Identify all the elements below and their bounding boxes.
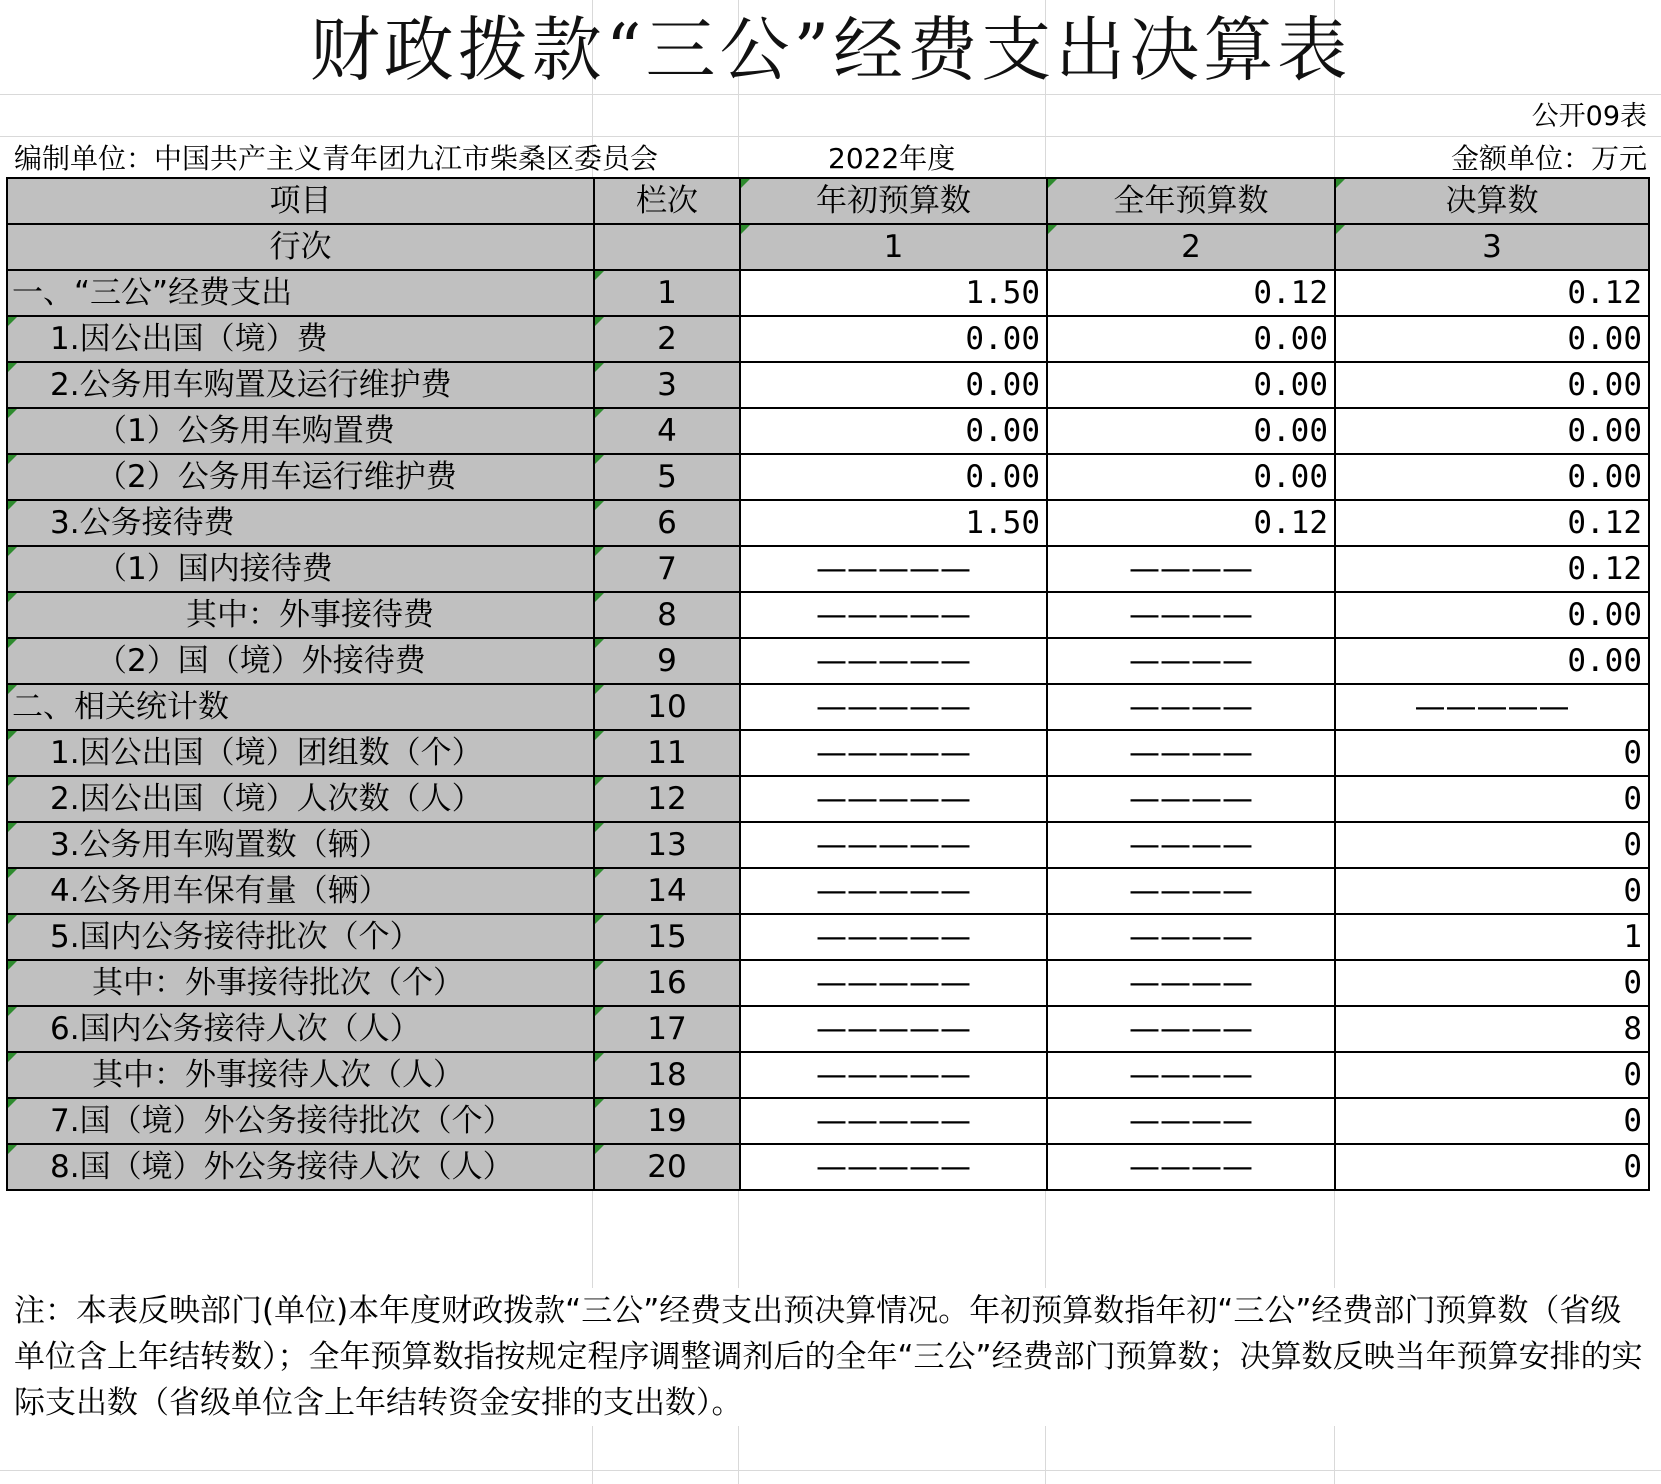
value-cell-3-text: 0.00	[1567, 367, 1642, 403]
header-col2-no[interactable]	[1047, 224, 1335, 270]
value-cell-2[interactable]	[1047, 362, 1335, 408]
item-cell[interactable]	[7, 1144, 594, 1190]
value-cell-1[interactable]	[740, 454, 1047, 500]
line-number-cell-text: 15	[647, 919, 687, 955]
value-cell-1-text: —————	[816, 597, 971, 633]
item-cell-text: 2.公务用车购置及运行维护费	[50, 367, 452, 403]
line-number-cell[interactable]	[594, 500, 740, 546]
value-cell-2[interactable]	[1047, 270, 1335, 316]
value-cell-1-text: —————	[816, 919, 971, 955]
value-cell-3[interactable]	[1335, 868, 1649, 914]
value-cell-2[interactable]	[1047, 592, 1335, 638]
item-cell[interactable]	[7, 500, 594, 546]
value-cell-2-text: ————	[1129, 1103, 1253, 1139]
value-cell-2-text: ————	[1129, 781, 1253, 817]
value-cell-2-text: ————	[1129, 965, 1253, 1001]
cell-marker-icon	[1048, 179, 1057, 188]
table-row	[7, 822, 1649, 868]
cell-marker-icon	[595, 547, 604, 556]
value-cell-1[interactable]	[740, 1006, 1047, 1052]
cell-marker-icon	[1048, 225, 1057, 234]
cell-marker-icon	[595, 869, 604, 878]
value-cell-3-text: 0	[1623, 735, 1642, 771]
value-cell-3[interactable]	[1335, 500, 1649, 546]
table-row	[7, 546, 1649, 592]
cell-marker-icon	[595, 271, 604, 280]
value-cell-1-text: 1.50	[965, 275, 1040, 311]
value-cell-1-text: 0.00	[965, 459, 1040, 495]
value-cell-2[interactable]	[1047, 960, 1335, 1006]
value-cell-2-text: ————	[1129, 597, 1253, 633]
page-title: 财政拨款“三公”经费支出决算表	[309, 9, 1352, 91]
value-cell-2-text: ————	[1129, 643, 1253, 679]
cell-marker-icon	[8, 363, 17, 372]
cell-marker-icon	[8, 961, 17, 970]
value-cell-3[interactable]	[1335, 1144, 1649, 1190]
value-cell-1[interactable]	[740, 408, 1047, 454]
line-number-cell-text: 16	[647, 965, 687, 1001]
line-number-cell-text: 1	[657, 275, 677, 311]
cell-marker-icon	[8, 501, 17, 510]
item-cell-text: 2.因公出国（境）人次数（人）	[50, 781, 483, 817]
cell-marker-icon	[595, 639, 604, 648]
cell-marker-icon	[8, 869, 17, 878]
line-number-cell-text: 5	[657, 459, 677, 495]
cell-marker-icon	[8, 317, 17, 326]
table-row	[7, 684, 1649, 730]
item-cell-text: （2）国（境）外接待费	[96, 643, 426, 679]
table-row	[7, 454, 1649, 500]
line-number-cell[interactable]	[594, 868, 740, 914]
cell-marker-icon	[8, 777, 17, 786]
item-cell[interactable]	[7, 270, 594, 316]
cell-marker-icon	[595, 363, 604, 372]
table-row	[7, 316, 1649, 362]
value-cell-1-text: —————	[816, 735, 971, 771]
value-cell-1[interactable]	[740, 592, 1047, 638]
value-cell-2[interactable]	[1047, 1052, 1335, 1098]
value-cell-2-text: ————	[1129, 1057, 1253, 1093]
table-row	[7, 730, 1649, 776]
value-cell-1-text: 0.00	[965, 321, 1040, 357]
value-cell-3-text: 1	[1623, 919, 1642, 955]
line-number-cell[interactable]	[594, 270, 740, 316]
value-cell-3-text: 0.00	[1567, 597, 1642, 633]
item-cell[interactable]	[7, 546, 594, 592]
cell-marker-icon	[8, 823, 17, 832]
value-cell-3[interactable]	[1335, 822, 1649, 868]
value-cell-3[interactable]	[1335, 408, 1649, 454]
line-number-cell-text: 12	[647, 781, 687, 817]
item-cell[interactable]	[7, 362, 594, 408]
line-number-cell-text: 2	[657, 321, 677, 357]
cell-marker-icon	[595, 1007, 604, 1016]
value-cell-3-text: —————	[1414, 689, 1570, 725]
value-cell-2[interactable]	[1047, 454, 1335, 500]
value-cell-2-text: ————	[1129, 551, 1253, 587]
preparing-unit: 编制单位：中国共产主义青年团九江市柴桑区委员会	[14, 142, 659, 175]
item-cell-text: 7.国（境）外公务接待批次（个）	[50, 1103, 514, 1139]
header-col2[interactable]	[1047, 178, 1335, 224]
table-row	[7, 1144, 1649, 1190]
value-cell-1[interactable]	[740, 270, 1047, 316]
table-row	[7, 270, 1649, 316]
line-number-cell-text: 18	[647, 1057, 687, 1093]
item-cell-text: 1.因公出国（境）团组数（个）	[50, 735, 483, 771]
line-number-cell-text: 6	[657, 505, 677, 541]
cell-marker-icon	[595, 961, 604, 970]
value-cell-2[interactable]	[1047, 776, 1335, 822]
footnote: 注：本表反映部门(单位)本年度财政拨款“三公”经费支出预决算情况。年初预算数指年初“三公”经费部门预算数（省级单位含上年结转数）；全年预算数指按规定程序调整调剂后的全年“三公”经费部门预算数；决算数反映当年预算安排的实际支出数（省级单位含上年结转资金安排的支出数）。	[14, 1288, 1644, 1426]
value-cell-2-text: 0.00	[1253, 321, 1328, 357]
value-cell-1[interactable]	[740, 362, 1047, 408]
value-cell-3[interactable]	[1335, 270, 1649, 316]
cell-marker-icon	[8, 1007, 17, 1016]
cell-marker-icon	[595, 455, 604, 464]
value-cell-2-text: ————	[1129, 689, 1253, 725]
item-cell[interactable]	[7, 316, 594, 362]
cell-marker-icon	[8, 593, 17, 602]
value-cell-2-text: 0.12	[1253, 275, 1328, 311]
line-number-cell[interactable]	[594, 454, 740, 500]
table-row	[7, 776, 1649, 822]
header-col2-no-label: 2	[1181, 229, 1201, 265]
cell-marker-icon	[595, 823, 604, 832]
table-row	[7, 868, 1649, 914]
value-cell-1[interactable]	[740, 1052, 1047, 1098]
value-cell-1-text: —————	[816, 1057, 971, 1093]
value-cell-3-text: 0.12	[1567, 505, 1642, 541]
value-cell-3[interactable]	[1335, 546, 1649, 592]
value-cell-2[interactable]	[1047, 868, 1335, 914]
fiscal-year: 2022年度	[828, 142, 956, 175]
value-cell-3[interactable]	[1335, 316, 1649, 362]
value-cell-3-text: 0	[1623, 1149, 1642, 1185]
value-cell-1-text: 1.50	[965, 505, 1040, 541]
value-cell-1[interactable]	[740, 500, 1047, 546]
value-cell-3-text: 8	[1623, 1011, 1642, 1047]
value-cell-3-text: 0	[1623, 873, 1642, 909]
line-number-cell[interactable]	[594, 822, 740, 868]
value-cell-3[interactable]	[1335, 914, 1649, 960]
header-col1[interactable]	[740, 178, 1047, 224]
value-cell-1-text: —————	[816, 873, 971, 909]
item-cell[interactable]	[7, 822, 594, 868]
header-col1-label: 年初预算数	[816, 183, 971, 219]
value-cell-2[interactable]	[1047, 500, 1335, 546]
value-cell-2[interactable]	[1047, 822, 1335, 868]
value-cell-1-text: —————	[816, 689, 971, 725]
cell-marker-icon	[1336, 179, 1345, 188]
value-cell-3-text: 0.00	[1567, 643, 1642, 679]
cell-marker-icon	[8, 1053, 17, 1062]
cell-marker-icon	[595, 685, 604, 694]
value-cell-3-text: 0	[1623, 781, 1642, 817]
table-row	[7, 914, 1649, 960]
item-cell-text: 其中：外事接待费	[186, 597, 434, 633]
item-cell-text: 一、“三公”经费支出	[12, 275, 293, 311]
line-number-cell[interactable]	[594, 730, 740, 776]
cell-marker-icon	[595, 1053, 604, 1062]
item-cell-text: （1）国内接待费	[96, 551, 333, 587]
header-col3-no-label: 3	[1482, 229, 1502, 265]
line-number-cell[interactable]	[594, 1006, 740, 1052]
value-cell-1[interactable]	[740, 684, 1047, 730]
cell-marker-icon	[595, 501, 604, 510]
value-cell-3-text: 0	[1623, 1057, 1642, 1093]
line-number-cell-text: 11	[647, 735, 687, 771]
item-cell-text: 8.国（境）外公务接待人次（人）	[50, 1149, 514, 1185]
value-cell-2-text: ————	[1129, 873, 1253, 909]
cell-marker-icon	[8, 639, 17, 648]
value-cell-2-text: ————	[1129, 735, 1253, 771]
value-cell-1-text: —————	[816, 781, 971, 817]
line-number-cell-text: 10	[647, 689, 687, 725]
value-cell-2-text: 0.00	[1253, 459, 1328, 495]
cell-marker-icon	[8, 455, 17, 464]
value-cell-3-text: 0.00	[1567, 459, 1642, 495]
header-line-no[interactable]: 栏次	[594, 178, 740, 224]
value-cell-3[interactable]	[1335, 1006, 1649, 1052]
value-cell-2-text: 0.00	[1253, 367, 1328, 403]
line-number-cell[interactable]	[594, 960, 740, 1006]
item-cell-text: 其中：外事接待批次（个）	[92, 965, 464, 1001]
table-row	[7, 592, 1649, 638]
line-number-cell-text: 3	[657, 367, 677, 403]
item-cell-text: 4.公务用车保有量（辆）	[50, 873, 390, 909]
value-cell-3-text: 0.00	[1567, 413, 1642, 449]
header-row	[7, 178, 1649, 224]
item-cell-text: （2）公务用车运行维护费	[96, 459, 457, 495]
table-row	[7, 408, 1649, 454]
line-number-cell-text: 8	[657, 597, 677, 633]
value-cell-1-text: —————	[816, 1011, 971, 1047]
line-number-cell-text: 9	[657, 643, 677, 679]
item-cell[interactable]	[7, 1052, 594, 1098]
value-cell-2[interactable]	[1047, 546, 1335, 592]
table-row	[7, 1006, 1649, 1052]
item-cell-text: 5.国内公务接待批次（个）	[50, 919, 421, 955]
header-col3-no[interactable]	[1335, 224, 1649, 270]
value-cell-1-text: —————	[816, 965, 971, 1001]
item-cell[interactable]	[7, 914, 594, 960]
table-row	[7, 1052, 1649, 1098]
table-row	[7, 960, 1649, 1006]
value-cell-1[interactable]	[740, 638, 1047, 684]
table-row	[7, 362, 1649, 408]
value-cell-3[interactable]	[1335, 592, 1649, 638]
value-cell-2-text: ————	[1129, 919, 1253, 955]
value-cell-1[interactable]	[740, 868, 1047, 914]
item-cell[interactable]	[7, 684, 594, 730]
line-number-cell-text: 13	[647, 827, 687, 863]
value-cell-3-text: 0	[1623, 965, 1642, 1001]
line-number-cell-text: 7	[657, 551, 677, 587]
cell-marker-icon	[1336, 225, 1345, 234]
value-cell-2-text: ————	[1129, 1011, 1253, 1047]
value-cell-2[interactable]	[1047, 684, 1335, 730]
item-cell[interactable]	[7, 638, 594, 684]
table-row	[7, 638, 1649, 684]
header-col3-label: 决算数	[1445, 183, 1539, 219]
line-number-cell[interactable]	[594, 1144, 740, 1190]
item-cell[interactable]	[7, 454, 594, 500]
header-row-label[interactable]: 行次	[7, 224, 594, 270]
cell-marker-icon	[741, 225, 750, 234]
value-cell-2[interactable]	[1047, 1098, 1335, 1144]
header-col3[interactable]	[1335, 178, 1649, 224]
value-cell-2[interactable]	[1047, 1144, 1335, 1190]
value-cell-1-text: —————	[816, 827, 971, 863]
value-cell-1[interactable]	[740, 776, 1047, 822]
value-cell-1[interactable]	[740, 316, 1047, 362]
value-cell-2[interactable]	[1047, 408, 1335, 454]
line-number-cell[interactable]	[594, 1052, 740, 1098]
value-cell-3[interactable]	[1335, 776, 1649, 822]
value-cell-1-text: —————	[816, 1149, 971, 1185]
table-row	[7, 500, 1649, 546]
value-cell-1-text: 0.00	[965, 413, 1040, 449]
value-cell-2-text: 0.12	[1253, 505, 1328, 541]
value-cell-2-text: ————	[1129, 1149, 1253, 1185]
cell-marker-icon	[595, 915, 604, 924]
value-cell-3[interactable]	[1335, 362, 1649, 408]
value-cell-3-text: 0.00	[1567, 321, 1642, 357]
form-number: 公开09表	[1531, 101, 1647, 132]
cell-marker-icon	[595, 317, 604, 326]
line-number-cell[interactable]	[594, 684, 740, 730]
line-number-cell-text: 14	[647, 873, 687, 909]
header-col1-no-label: 1	[883, 229, 904, 265]
value-cell-2-text: 0.00	[1253, 413, 1328, 449]
item-cell-text: 1.因公出国（境）费	[50, 321, 328, 357]
expenditure-table	[6, 177, 1650, 1191]
line-number-cell-text: 19	[647, 1103, 687, 1139]
value-cell-1[interactable]	[740, 730, 1047, 776]
value-cell-2[interactable]	[1047, 730, 1335, 776]
cell-marker-icon	[741, 179, 750, 188]
cell-marker-icon	[595, 409, 604, 418]
line-number-cell[interactable]	[594, 776, 740, 822]
item-cell[interactable]	[7, 960, 594, 1006]
line-number-cell[interactable]	[594, 362, 740, 408]
item-cell-text: 其中：外事接待人次（人）	[92, 1057, 464, 1093]
value-cell-1[interactable]	[740, 960, 1047, 1006]
value-cell-1-text: —————	[816, 1103, 971, 1139]
value-cell-3[interactable]	[1335, 638, 1649, 684]
header-row-numbers	[7, 224, 1649, 270]
gridline	[0, 94, 1661, 95]
cell-marker-icon	[8, 731, 17, 740]
table-row	[7, 1098, 1649, 1144]
value-cell-3-text: 0.12	[1567, 275, 1642, 311]
item-cell-text: （1）公务用车购置费	[96, 413, 395, 449]
line-number-cell[interactable]	[594, 638, 740, 684]
item-cell[interactable]	[7, 592, 594, 638]
value-cell-1[interactable]	[740, 1144, 1047, 1190]
header-empty[interactable]	[594, 224, 740, 270]
cell-marker-icon	[8, 409, 17, 418]
gridline	[0, 136, 1661, 137]
value-cell-2-text: ————	[1129, 827, 1253, 863]
line-number-cell[interactable]	[594, 546, 740, 592]
value-cell-2[interactable]	[1047, 1006, 1335, 1052]
cell-marker-icon	[595, 1099, 604, 1108]
item-cell-text: 二、相关统计数	[12, 689, 229, 725]
currency-unit: 金额单位：万元	[1450, 142, 1647, 175]
cell-marker-icon	[595, 593, 604, 602]
item-cell[interactable]	[7, 868, 594, 914]
cell-marker-icon	[595, 777, 604, 786]
gridline	[0, 1470, 1661, 1471]
cell-marker-icon	[8, 547, 17, 556]
item-cell-text: 3.公务用车购置数（辆）	[50, 827, 390, 863]
line-number-cell[interactable]	[594, 316, 740, 362]
line-number-cell-text: 17	[647, 1011, 687, 1047]
value-cell-2[interactable]	[1047, 316, 1335, 362]
cell-marker-icon	[595, 731, 604, 740]
header-col1-no[interactable]	[740, 224, 1047, 270]
cell-marker-icon	[8, 915, 17, 924]
header-col2-label: 全年预算数	[1113, 183, 1269, 219]
item-cell[interactable]	[7, 730, 594, 776]
value-cell-1-text: 0.00	[965, 367, 1040, 403]
cell-marker-icon	[8, 685, 17, 694]
item-cell[interactable]	[7, 776, 594, 822]
value-cell-3[interactable]	[1335, 730, 1649, 776]
value-cell-2[interactable]	[1047, 638, 1335, 684]
value-cell-1-text: —————	[816, 551, 971, 587]
item-cell-text: 6.国内公务接待人次（人）	[50, 1011, 421, 1047]
cell-marker-icon	[8, 1145, 17, 1154]
value-cell-3[interactable]	[1335, 1052, 1649, 1098]
line-number-cell[interactable]	[594, 592, 740, 638]
item-cell-text: 3.公务接待费	[50, 505, 235, 541]
item-cell[interactable]	[7, 1006, 594, 1052]
value-cell-3[interactable]	[1335, 960, 1649, 1006]
item-cell[interactable]	[7, 1098, 594, 1144]
value-cell-1[interactable]	[740, 822, 1047, 868]
line-number-cell-text: 4	[657, 413, 677, 449]
value-cell-1[interactable]	[740, 914, 1047, 960]
cell-marker-icon	[8, 1099, 17, 1108]
value-cell-1[interactable]	[740, 1098, 1047, 1144]
item-cell[interactable]	[7, 408, 594, 454]
line-number-cell-text: 20	[647, 1149, 687, 1185]
value-cell-3[interactable]	[1335, 454, 1649, 500]
value-cell-3-text: 0	[1623, 827, 1642, 863]
value-cell-1[interactable]	[740, 546, 1047, 592]
value-cell-3-text: 0	[1623, 1103, 1642, 1139]
header-item[interactable]: 项目	[7, 178, 594, 224]
line-number-cell[interactable]	[594, 408, 740, 454]
line-number-cell[interactable]	[594, 914, 740, 960]
value-cell-1-text: —————	[816, 643, 971, 679]
line-number-cell[interactable]	[594, 1098, 740, 1144]
cell-marker-icon	[595, 1145, 604, 1154]
value-cell-3-text: 0.12	[1567, 551, 1642, 587]
value-cell-3[interactable]	[1335, 684, 1649, 730]
value-cell-3[interactable]	[1335, 1098, 1649, 1144]
value-cell-2[interactable]	[1047, 914, 1335, 960]
